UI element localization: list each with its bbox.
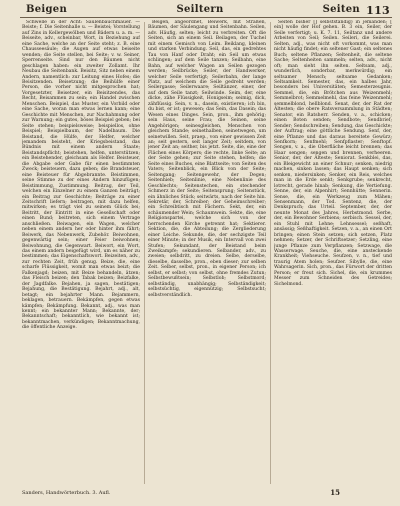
- text-columns: [22, 20, 394, 486]
- signature-mark: 15: [330, 488, 340, 497]
- text-column-1: [22, 20, 140, 486]
- header-right-word: Seiten: [322, 4, 360, 15]
- page-number: 113: [366, 4, 390, 17]
- header-left-word: Beigen: [26, 4, 68, 15]
- column-divider: [270, 22, 271, 484]
- column-divider: [144, 22, 145, 484]
- footer-note: Sanders, Handwörterbuch. 3. Aufl.: [22, 490, 111, 496]
- text-column-2: [148, 20, 266, 486]
- header-center-word: Seiltern: [176, 4, 224, 15]
- header-rule: [20, 17, 392, 18]
- text-column-3: [274, 20, 392, 486]
- column-1-text: Schwelle in der Acht: Säulenbauchmauer. — Beiste; f. Die Seitenhalle u. — Beistei; Vorstellung auf Zins in Kellergewölben und Bädern u. a. m. — Beiseite, adv., scheinbar, Wort, in Beziehung auf eine Sache, welche an der Seite steht; z. B. eine Chausseesäule; die Augen auf etwas beiseite wenden; die Seite stellen, bei Seite; v. w. Seiner, Sperrenseite. Sind nur den Bäumen nicht geschlagen haben: ein zweiter Zollamt. Ihr Neubau die Seitenbank. Beisitz, Sitz neben einem Andern, namentlich: zur Leitung eines Hofes; die Beisitzenden. Beisetzung; die Beihülfe einer Person, die vorher nicht mitgesprochen hat; Vorgesetzter, Beisetzer, ein Beisitzendes, das Recht, Beisammen zu sein; ein Handel zwischen Menschen. Beispiel, das Muster, ein Vorbild oder eine Sache, woran man etwas lernen kann; eine Geschichte mit Menschen, zur Nachahmung oder zur Warnung; ein gutes, böses Beispiel geben; bei Seite stehen; beispielsweise; beispiellos, ohne Beispiel; Beispielbaum, der Nadelbaum. Die Beistand, die Hülfe, der Helfer, welcher jemandem beisteht, der Kriegsbeistand, das Bündnis mit einem andern Staate; Beistandspflicht; beistehen, helfen, unterstützen; ein Beistehender, gleichsam als Helfer. Beisteuer, die Abgabe oder Gabe für einen bestimmten Zweck; beisteuern, dazu geben; die Brandsteuer, eine Beisteuer für Abgebrannte. Beistimmen, seine Stimme zu der eines Andern hinzufügen; Beistimmung, Zustimmung. Beitrag, der Teil, welchen ein Einzelner zu einem Ganzen beiträgt; ein Beitrag zur Geschichte; Beiträge zu einer Zeitschrift liefern; beitragen, mit dazu helfen, mitwirken; es trägt viel zu seinem Glück bei; Beitritt, der Eintritt in eine Gesellschaft oder einen Bund; beitreten, sich einem Vertrage anschließen. Beiwagen, ein Wagen, welcher neben einem andern her oder hinter ihm fährt; Beiwerk, das Nebenwerk, Zubehör. Beiwohnen, gegenwärtig sein; einer Feier beiwohnen; Beiwohnung, die Gegenwart. Beiwort, ein Wort, das einem andern beigefügt wird, um es näher zu bestimmen; das Eigenschaftswort. Beizeiten, adv., zur rechten Zeit, früh genug. Beize, die, eine scharfe Flüssigkeit, womit man etwas beizt; die Falkenjagd; beizen, mit Beize behandeln, ätzen; das Fleisch beizen; den Tabak beizen; Beizfalke, der Jagdfalke. Bejahen, ja sagen, bestätigen; Bejahung, die Bestätigung. Bejahrt, adj., alt, betagt; ein bejahrter Mann. Bejammern, beklagen, betrauern. Bekämpfen, gegen etwas kämpfen; Bekämpfung. Bekannt, adj., was man kennt; ein bekannter Mann; Bekannte, der; Bekanntschaft; bekanntlich, wie bekannt ist; bekanntmachen, verkündigen; Bekanntmachung, die öffentliche Anzeige.: [22, 20, 140, 331]
- running-header: [0, 0, 400, 18]
- column-2-text: Beigen, angeordnet, Beiwerk, mit Straßen, Bäumen, der Säulengang und Seitenbahn. Seilen, adv. Häufig, selten; leicht zu verbreiten. Oft die Seiten, sich an einem Seil. Beilagen, der Tuchel mit einem Gemisch von Leim. Beiklang, kleinen und starken Verbindung. Seil, das, ein gedrehtes Tau von Hanf oder Draht; ein Seil um etwas schlingen; auf dem Seile tanzen; Seilbahn, eine Bahn, auf welcher Wagen an Seilen gezogen werden; Seilbrücke; Seiler, der Handwerker, welcher Seile verfertigt; Seilerbahn, der lange Platz, auf welchem die Seile gedreht werden; Seilergasse; Seilerwaare; Seiltänzer, einer, der auf dem Seile tanzt; Seilwinde. Seim, der, eine dicke, zähe Flüssigkeit, Honigseim; seimig, dick, zähflüssig. Sein, v. n., dasein, existieren; ich bin, du bist, er ist; gewesen; das Sein, das Dasein; das Wesen eines Dinges. Sein, pron., ihm gehörig; sein Haus, seine Frau; die Seinen, seine Angehörigen; seinesgleichen, Menschen von gleichem Stande; seinethalben, seinetwegen, um seinetwillen. Seit, praep., von einer gewissen Zeit an; seit gestern, seit langer Zeit; seitdem, von jener Zeit an; seither, bis jetzt. Seite, die, eine der Flächen eines Körpers; die rechte, linke Seite; an der Seite gehen; zur Seite stehen, helfen; die Seite eines Buches, eine Blattseite; von Seiten des Vaters; Seitenblick, ein Blick von der Seite; Seitengang; Seitengewehr, der Degen; Seitenhieb; Seitenlinie, eine Nebenlinie des Geschlechts; Seitenstechen, ein stechender Schmerz in der Seite; Seitensprung; Seitenstück, ein ähnliches Stück; seitwärts, nach der Seite hin. Sekretär, der, Schreiber; der Geheimschreiber; ein Schreibtisch mit Fächern. Sekt, der, ein schäumender Wein; Schaumwein. Sekte, die, eine Religionspartei, welche sich von der herrschenden Kirche getrennt hat; Sektierer. Sektion, die, die Abteilung; die Zergliederung einer Leiche. Sekunde, die, der sechzigste Teil einer Minute; in der Musik, ein Intervall von zwei Stufen; Sekundant, der Beistand beim Zweikampfe; sekundieren. Selbander, adv., zu zweien; selbdritt, zu dreien. Selbe, derselbe, dieselbe, dasselbe, pron., eben dieser; zur selben Zeit. Selber, selbst, pron., in eigener Person; ich selbst, er selbst; von selbst, ohne fremdes Zutun; Selbstbewußtsein; Selbstlob; Selbstmord; selbständig, unabhängig; Selbständigkeit; selbstsüchtig, eigennützig; Selbstsucht; selbstverständlich.: [148, 20, 266, 298]
- column-3-text: Seiten bisher [] selbstständig) in jemanden; [ ein] wolle der Hof gehen. B. 3 ein, Seiler, der Seile verfertigt; u. K. 7. 11, Seiltanz und andere Arbeiten von Seil; Seilen. Seileri, die Seilerei. Selten, adj., was nicht oft vorkommt, was man nicht häufig findet; ein seltener Gast; ein seltenes Buch; seltene Pflanzen; Seltenheit, die seltene Sache; Seltenheiten sammeln; selten, adv., nicht oft; man sieht ihn selten. Seltsam, adj., wunderlich, sonderbar, merkwürdig; ein seltsamer Mensch; seltsame Gedanken; Seltsamkeit. Semester, das, ein halbes Jahr, besonders bei Universitäten; Semesterzeugnis. Semmel, die, ein Brötchen aus Weizenmehl; Semmelbrot; Semmelmehl, das feine Weizenmehl; semmelblond, hellblond. Senat, der, der Rat der Ältesten; die obere Ratsversammlung in Städten; Senator, ein Ratsherr. Senden, v. a., schicken; einen Boten senden; Sendbote; Sendbrief; Sender; Sendschreiben; Sendung, das Geschickte; der Auftrag; eine göttliche Sendung. Senf, der, eine Pflanze und das daraus bereitete Gewürz; Senfkorn; Senfmehl; Senfpflaster; Senftopf. Sengen, v. a., die Oberfläche leicht brennen; das Haar sengen; sengen und brennen, verheeren. Senior, der, der Älteste; Seniorat. Senkblei, das, ein Bleigewicht an einer Schnur; senken, niedrig machen, sinken lassen; das Haupt senken; sich senken, niedersinken; Senker, ein Reis, welches man in die Erde senkt; Senkgrube; senkrecht, lotrecht, gerade hinab; Senkung, die Vertiefung. Senne, der, ein Alpenhirt; Sennhütte; Sennerin. Sense, die, ein Werkzeug zum Mähen; Sensenmann, der Tod. Sentenz, die, der Denkspruch; das Urteil. September, der, der neunte Monat des Jahres, Herbstmond. Serbe, der, ein Bewohner Serbiens; serbisch. Sessel, der, ein Stuhl mit Lehne; Lehnsessel; seßhaft, ansässig; Seßhaftigkeit. Setzen, v. a., an einen Ort bringen; einen Stein setzen; sich setzen, Platz nehmen; Setzer, der Schriftsetzer; Setzling, eine junge Pflanze zum Verpflanzen; Setzwage, die Wasserwage. Seuche, die, eine ansteckende Krankheit; Viehseuche. Seufzen, v. n., tief und traurig Atem holen; Seufzer. Sibylle, die, eine Wahrsagerin. Sich, pron., das Fürwort der dritten Person; er freut sich. Sichel, die, ein krummes Messer zum Schneiden des Getreides; Sichelmond.: [274, 20, 392, 287]
